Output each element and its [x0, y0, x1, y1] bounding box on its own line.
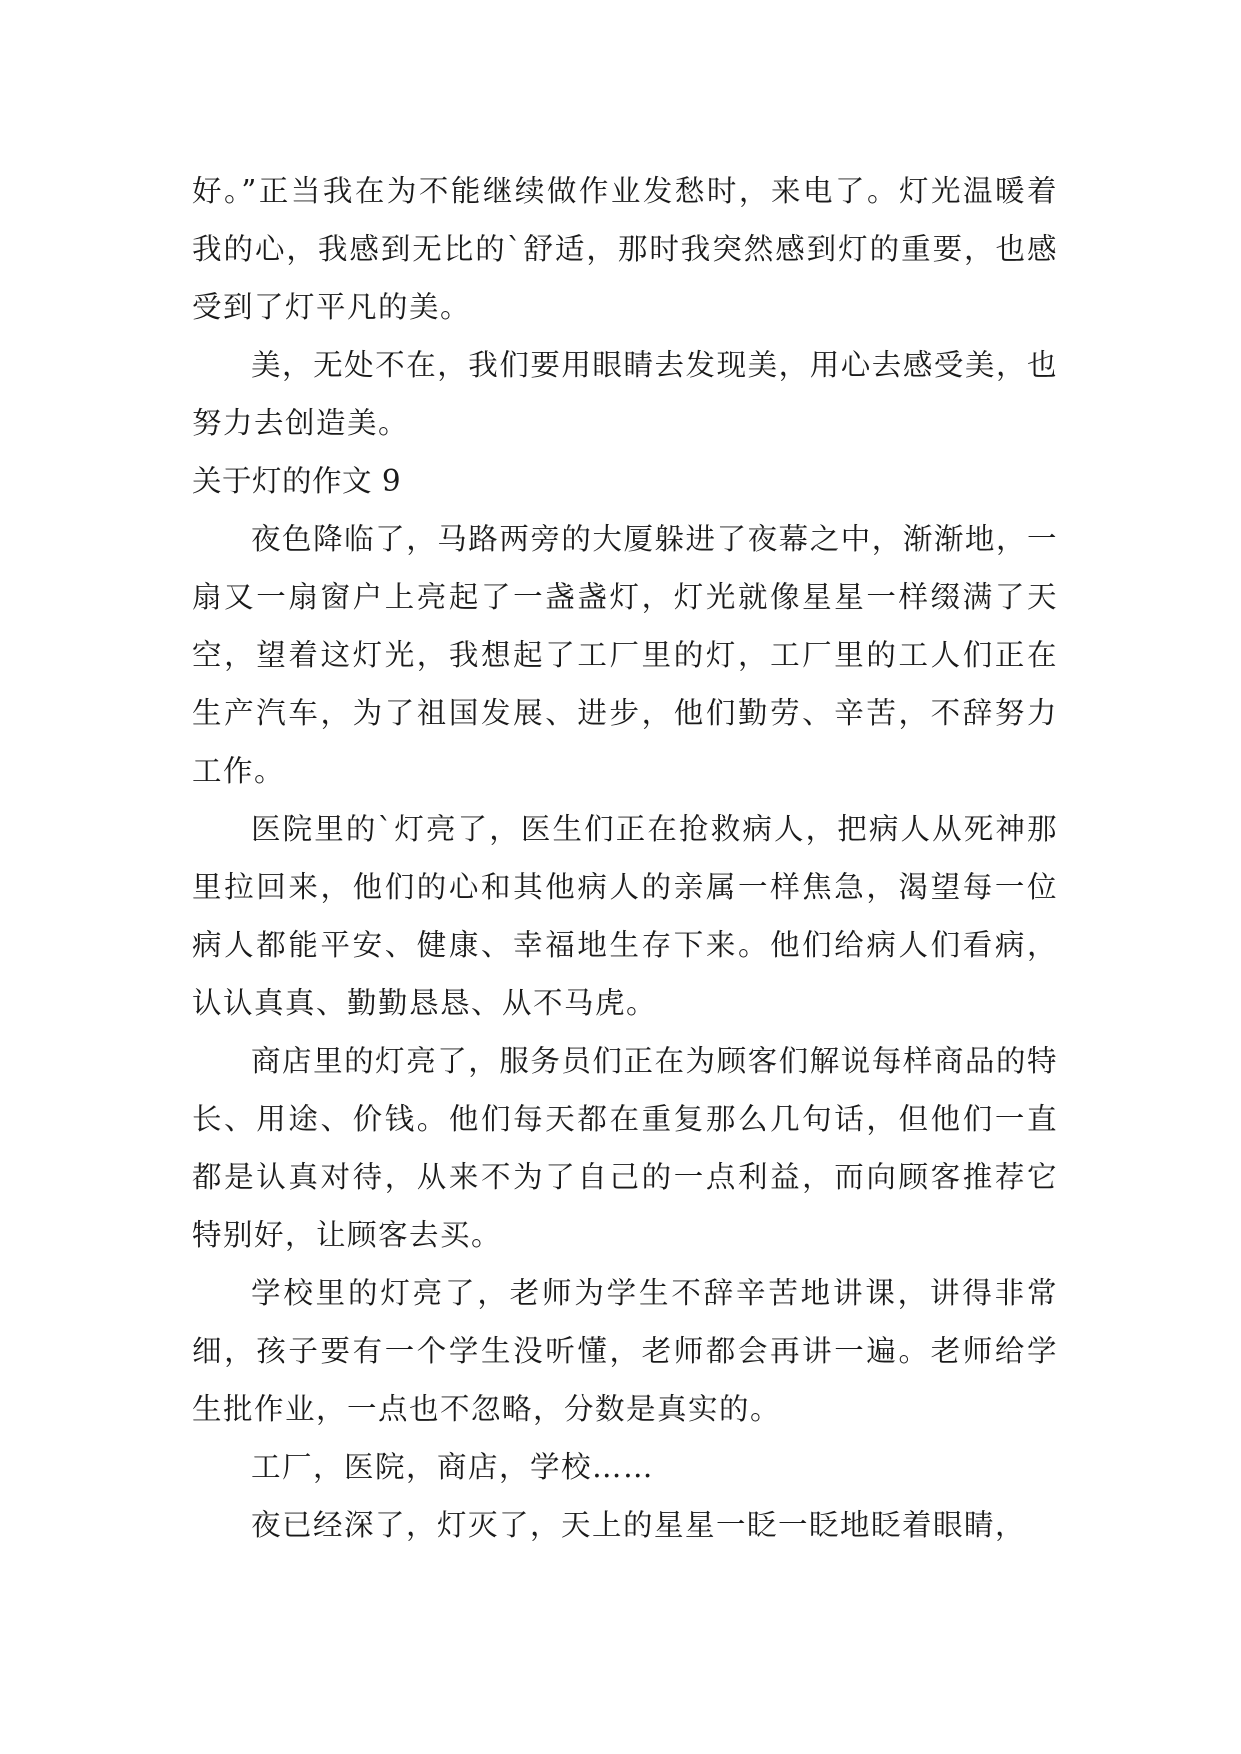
section-heading: 关于灯的作文 9	[192, 464, 402, 498]
paragraph: 商店里的灯亮了，服务员们正在为顾客们解说每样商品的特长、用途、价钱。他们每天都在重复那么几句话，但他们一直都是认真对待，从来不为了自己的一点利益，而向顾客推荐它特别好，让顾客去买。	[192, 1044, 1058, 1252]
document-body	[192, 162, 1058, 1554]
paragraph: 夜已经深了，灯灭了，天上的星星一眨一眨地眨着眼睛，	[251, 1508, 1027, 1542]
paragraph: 夜色降临了，马路两旁的大厦躲进了夜幕之中，渐渐地，一扇又一扇窗户上亮起了一盏盏灯，灯光就像星星一样缀满了天空，望着这灯光，我想起了工厂里的灯，工厂里的工人们正在生产汽车，为了祖国发展、进步，他们勤劳、辛苦，不辞努力工作。	[192, 522, 1058, 788]
paragraph: 美，无处不在，我们要用眼睛去发现美，用心去感受美，也努力去创造美。	[192, 348, 1058, 440]
paragraph: 学校里的灯亮了，老师为学生不辞辛苦地讲课，讲得非常细，孩子要有一个学生没听懂，老师都会再讲一遍。老师给学生批作业，一点也不忽略，分数是真实的。	[192, 1276, 1058, 1426]
paragraph: 医院里的`灯亮了，医生们正在抢救病人，把病人从死神那里拉回来，他们的心和其他病人的亲属一样焦急，渴望每一位病人都能平安、健康、幸福地生存下来。他们给病人们看病，认认真真、勤勤恳恳、从不马虎。	[192, 812, 1058, 1020]
paragraph: 好。”正当我在为不能继续做作业发愁时，来电了。灯光温暖着我的心，我感到无比的`舒适，那时我突然感到灯的重要，也感受到了灯平凡的美。	[192, 174, 1058, 324]
paragraph: 工厂，医院，商店，学校……	[251, 1450, 655, 1484]
